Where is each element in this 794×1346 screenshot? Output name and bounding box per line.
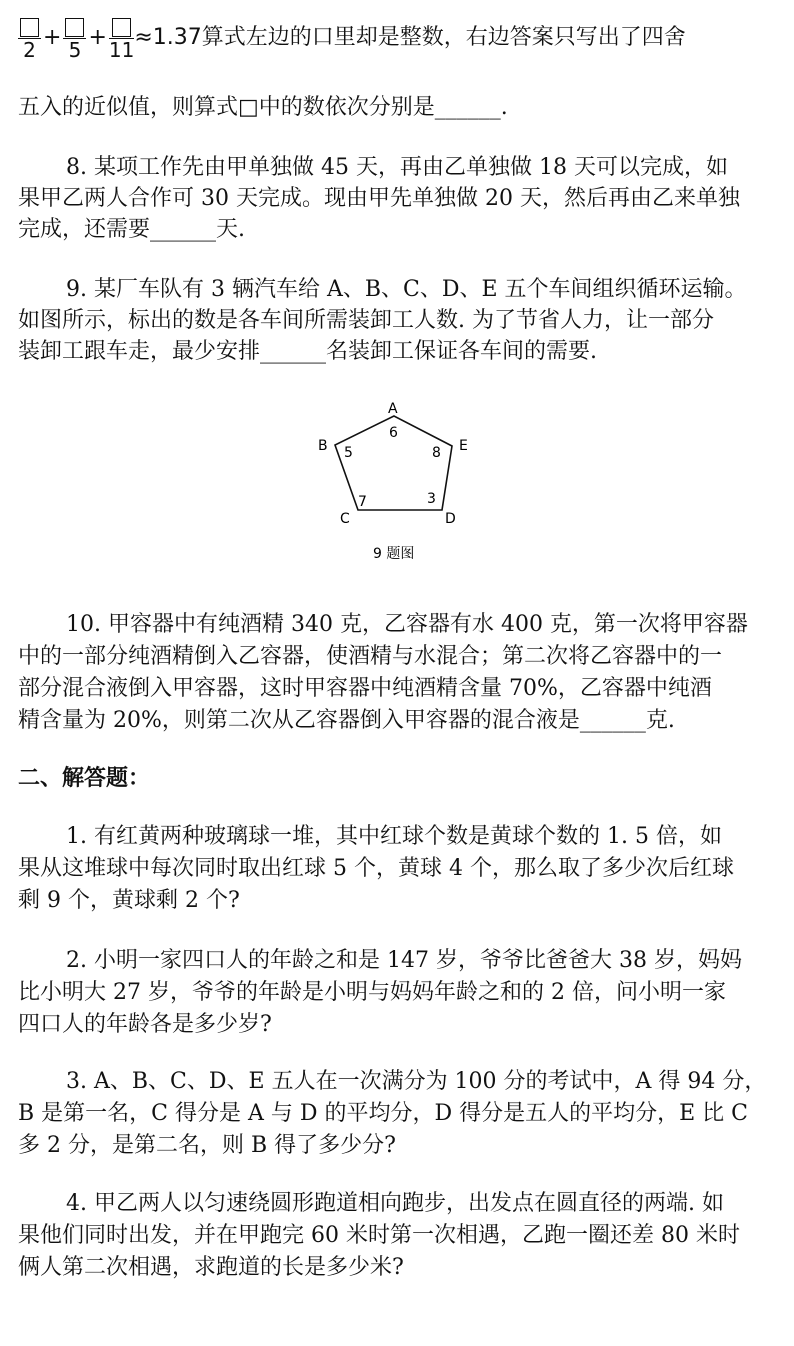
- vertex-label-d: D: [445, 511, 456, 527]
- q9-line-3: 装卸工跟车走，最少安排______名装卸工保证各车间的需要.: [18, 339, 597, 364]
- worker-count-a: 6: [389, 425, 398, 441]
- worker-count-c: 7: [358, 494, 367, 510]
- a3-line-1: 3. A、B、C、D、E 五人在一次满分为 100 分的考试中，A 得 94 分，: [66, 1069, 767, 1094]
- section-heading: 二、解答题：: [18, 766, 151, 791]
- q10-line-3: 部分混合液倒入甲容器，这时甲容器中纯酒精含量 70%，乙容器中纯酒: [18, 676, 712, 701]
- worker-count-d: 3: [427, 491, 436, 507]
- vertex-label-b: B: [318, 438, 328, 454]
- q8-line-3: 完成，还需要______天.: [18, 217, 245, 242]
- a2-line-2: 比小明大 27 岁，爷爷的年龄是小明与妈妈年龄之和的 2 倍，问小明一家: [18, 980, 726, 1005]
- a1-line-1: 1. 有红黄两种玻璃球一堆，其中红球个数是黄球个数的 1. 5 倍，如: [66, 824, 722, 849]
- a4-line-3: 俩人第二次相遇，求跑道的长是多少米?: [18, 1255, 404, 1280]
- q10-line-2: 中的一部分纯酒精倒入乙容器，使酒精与水混合；第二次将乙容器中的一: [18, 644, 723, 669]
- a2-line-3: 四口人的年龄各是多少岁?: [18, 1012, 272, 1037]
- vertex-label-e: E: [459, 438, 468, 454]
- worker-count-b: 5: [344, 445, 353, 461]
- approx-value: ≈1.37: [134, 25, 202, 50]
- pentagon-figure: [300, 392, 490, 582]
- fraction-2: 5: [63, 16, 86, 61]
- q7-text-line1: 算式左边的口里却是整数，右边答案只写出了四舍: [201, 25, 686, 50]
- q8-line-1: 8. 某项工作先由甲单独做 45 天，再由乙单独做 18 天可以完成，如: [66, 155, 728, 180]
- q7-text-line2: 五入的近似值，则算式□中的数依次分别是______.: [18, 95, 508, 120]
- q7-equation-line: 2 + 5 + 11 ≈1.37算式左边的口里却是整数，右边答案只写出了四舍: [18, 12, 686, 64]
- a2-line-1: 2. 小明一家四口人的年龄之和是 147 岁，爷爷比爸爸大 38 岁，妈妈: [66, 948, 742, 973]
- q9-line-1: 9. 某厂车队有 3 辆汽车给 A、B、C、D、E 五个车间组织循环运输。: [66, 277, 747, 302]
- a4-line-1: 4. 甲乙两人以匀速绕圆形跑道相向跑步，出发点在圆直径的两端. 如: [66, 1191, 724, 1216]
- worker-count-e: 8: [432, 445, 441, 461]
- a3-line-2: B 是第一名，C 得分是 A 与 D 的平均分，D 得分是五人的平均分，E 比 C: [18, 1101, 748, 1126]
- vertex-label-a: A: [388, 401, 398, 417]
- q8-line-2: 果甲乙两人合作可 30 天完成。现由甲先单独做 20 天，然后再由乙来单独: [18, 186, 740, 211]
- blank-box: [65, 18, 84, 37]
- figure-caption: 9 题图: [373, 546, 415, 562]
- blank-box: [20, 18, 39, 37]
- a4-line-2: 果他们同时出发，并在甲跑完 60 米时第一次相遇，乙跑一圈还差 80 米时: [18, 1223, 740, 1248]
- vertex-label-c: C: [340, 511, 350, 527]
- q10-line-1: 10. 甲容器中有纯酒精 340 克，乙容器有水 400 克，第一次将甲容器: [66, 612, 748, 637]
- a1-line-3: 剩 9 个，黄球剩 2 个?: [18, 888, 240, 913]
- q9-line-2: 如图所示，标出的数是各车间所需装卸工人数. 为了节省人力，让一部分: [18, 308, 714, 333]
- blank-box: [112, 18, 131, 37]
- a3-line-3: 多 2 分，是第二名，则 B 得了多少分?: [18, 1133, 396, 1158]
- a1-line-2: 果从这堆球中每次同时取出红球 5 个，黄球 4 个，那么取了多少次后红球: [18, 856, 734, 881]
- fraction-1: 2: [18, 16, 41, 61]
- fraction-3: 11: [109, 16, 134, 61]
- q10-line-4: 精含量为 20%，则第二次从乙容器倒入甲容器的混合液是______克.: [18, 708, 675, 733]
